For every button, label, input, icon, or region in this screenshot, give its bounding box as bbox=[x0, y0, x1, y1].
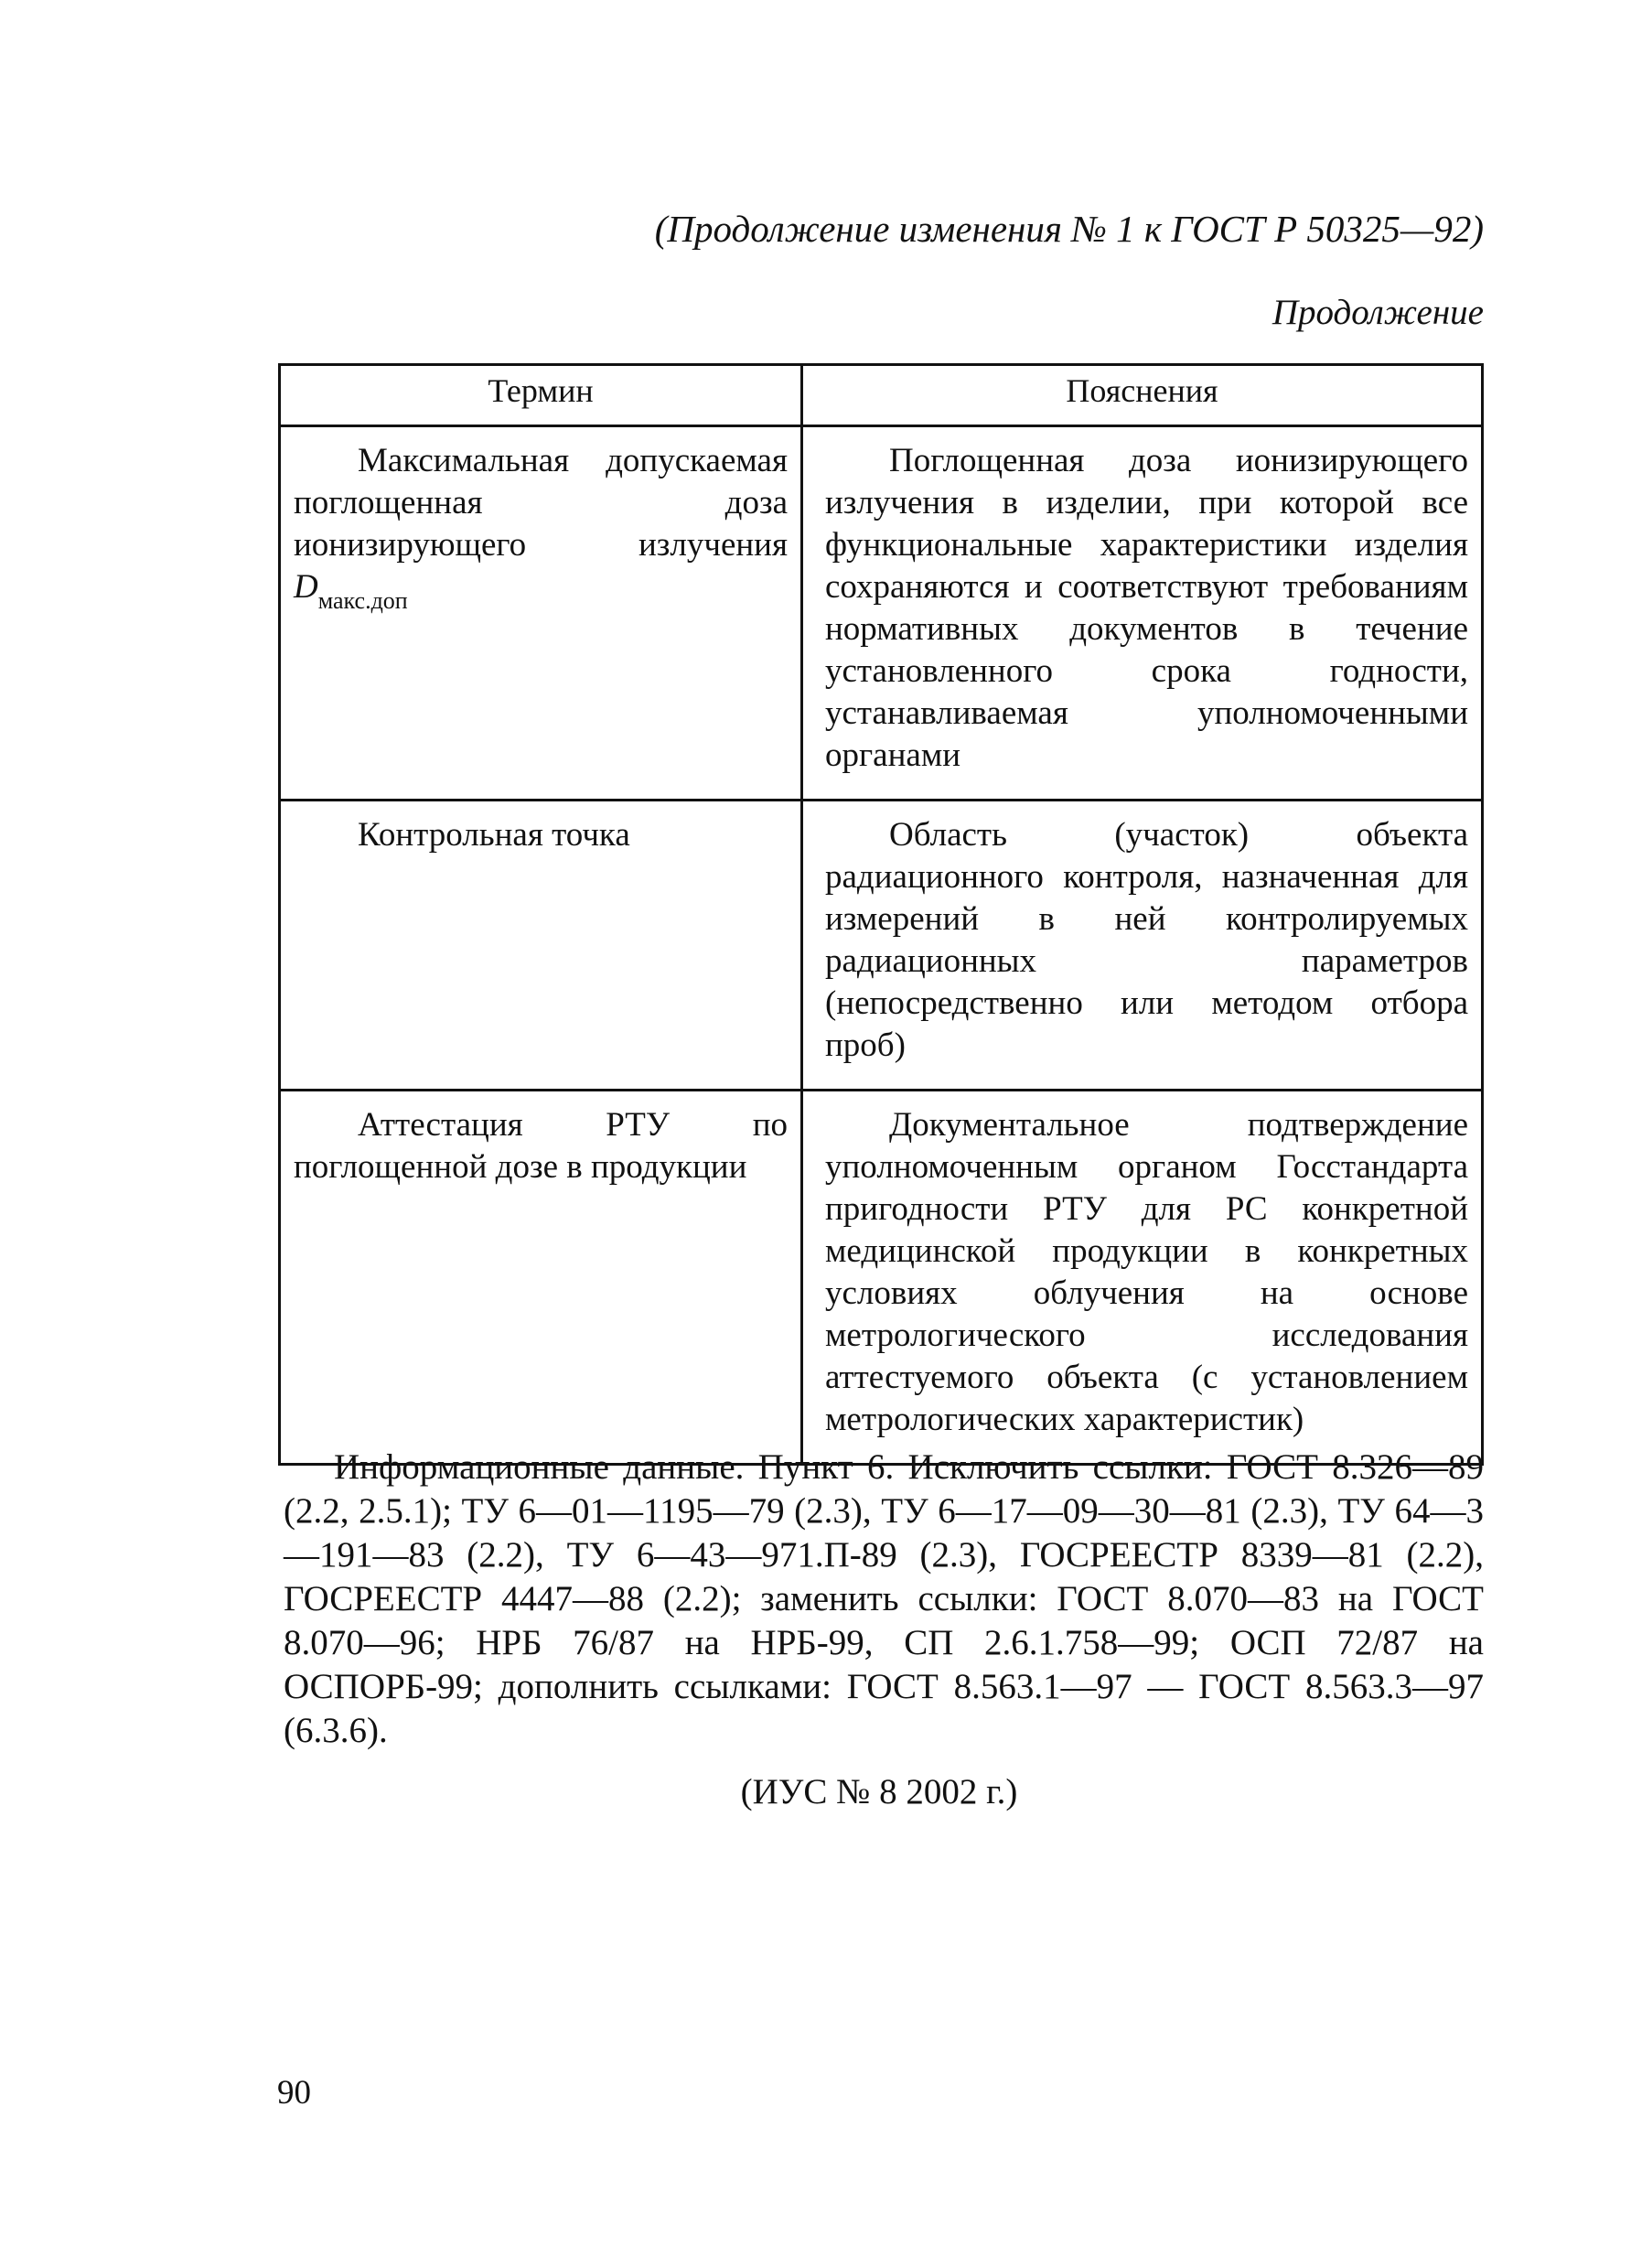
explanation-text: Документальное подтверждение уполномоченным органом Госстандарта пригодности РТУ для РС конкретной медицинской продукции в конкретных условиях облучения на основе метрологического исследования аттестуемого объекта (с установлением метрологических характеристик) bbox=[825, 1106, 1468, 1438]
continuation-mark: Продолжение bbox=[1272, 293, 1484, 332]
term-symbol: D bbox=[294, 568, 318, 606]
term-text: Аттестация РТУ по поглощенной дозе в продукции bbox=[294, 1106, 788, 1186]
terms-table bbox=[278, 363, 1484, 1466]
table-row bbox=[280, 801, 1483, 1091]
column-header-term: Термин bbox=[280, 365, 802, 426]
column-header-explanation: Пояснения bbox=[802, 365, 1483, 426]
term-cell bbox=[280, 1091, 802, 1465]
page-number: 90 bbox=[277, 2074, 311, 2112]
explanation-text: Поглощенная доза ионизирующего излучения в изделии, при которой все функциональные характеристики изделия сохраняются и соответствуют требованиям нормативных документов в течение установленного срока годности, устанавливаемая уполномоченными органами bbox=[825, 442, 1468, 774]
explanation-cell bbox=[802, 1091, 1483, 1465]
table-row bbox=[280, 426, 1483, 801]
explanation-cell bbox=[802, 426, 1483, 801]
term-symbol-subscript: макс.доп bbox=[317, 587, 408, 614]
table-header-row bbox=[280, 365, 1483, 426]
term-cell bbox=[280, 426, 802, 801]
term-text: Контрольная точка bbox=[358, 816, 630, 854]
continuation-title: (Продолжение изменения № 1 к ГОСТ Р 50325—92) bbox=[654, 208, 1484, 250]
explanation-text: Область (участок) объекта радиационного контроля, назначенная для измерений в ней контролируемых радиационных параметров (непосредственно или методом отбора проб) bbox=[825, 816, 1468, 1064]
term-cell bbox=[280, 801, 802, 1091]
term-text: Максимальная допускаемая поглощенная доза ионизирующего излучения bbox=[294, 442, 788, 564]
information-data-paragraph: Информационные данные. Пункт 6. Исключить ссылки: ГОСТ 8.326—89 (2.2, 2.5.1); ТУ 6—01—1195—79 (2.3), ТУ 6—17—09—30—81 (2.3), ТУ 64—3—191—83 (2.2), ТУ 6—43—971.П-89 (2.3), ГОСРЕЕСТР 8339—81 (2.2), ГОСРЕЕСТР 4447—88 (2.2); заменить ссылки: ГОСТ 8.070—83 на ГОСТ 8.070—96; НРБ 76/87 на НРБ-99, СП 2.6.1.758—99; ОСП 72/87 на ОСПОРБ-99; дополнить ссылками: ГОСТ 8.563.1—97 — ГОСТ 8.563.3—97 (6.3.6). bbox=[284, 1447, 1484, 1750]
publication-note: (ИУС № 8 2002 г.) bbox=[740, 1772, 1018, 1811]
explanation-cell bbox=[802, 801, 1483, 1091]
table-row bbox=[280, 1091, 1483, 1465]
